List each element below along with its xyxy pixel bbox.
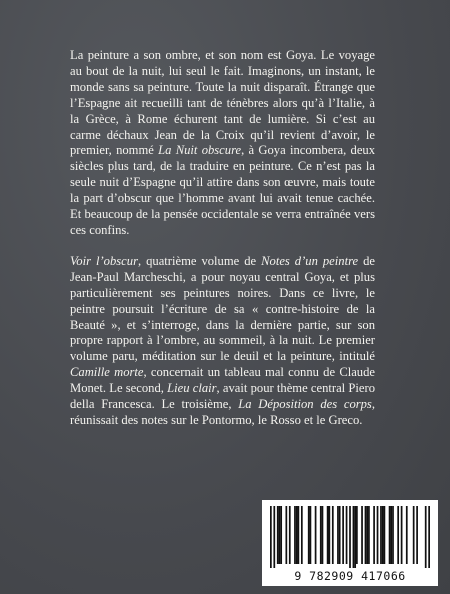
paragraph-book-description	[70, 254, 375, 429]
barcode-bar	[346, 506, 348, 564]
barcode-bar	[356, 506, 358, 564]
italic-title-run: Notes d’un peintre	[261, 253, 359, 268]
barcode-bar	[280, 506, 282, 564]
barcode-bar	[279, 506, 281, 564]
italic-title-run: La Déposition des corps	[238, 397, 372, 412]
barcode-bar	[373, 506, 375, 564]
barcode-bar	[366, 506, 368, 564]
text-run: La peinture a son ombre, et son nom est Goya. Le voyage au bout de la nuit, lui seul le fait. Imaginons, un instant, le monde sans sa peinture. Toute la nuit disparaît. Étrange que l’Espagne ait recueilli tant de ténèbres alors qu’à l’Italie, à la Grèce, à Rome échurent tant de lumière. Si c’est au carme déchaux Jean de la Croix qu’il revient d’avoir, le premier, nommé	[70, 48, 375, 158]
barcode-bar	[353, 506, 355, 568]
barcode-bar	[270, 506, 272, 568]
back-cover-text	[70, 48, 375, 429]
barcode-bar	[332, 506, 334, 564]
barcode-bar	[322, 506, 324, 564]
barcode-bar	[277, 506, 279, 564]
barcode-bar	[339, 506, 341, 564]
italic-title-run: Voir l’obscur	[70, 253, 138, 268]
barcode-bar	[365, 506, 367, 564]
barcode-bar	[425, 506, 427, 568]
text-run: de Jean-Paul Marcheschi, a pour noyau central Goya, et plus particulièrement ses peintures noires. Dans ce livre, le peintre poursuit l’écriture de sa « contre-histoire de la Beauté », et s’interroge, dans la dernière partie, sur son propre rapport à l’ombre, au sommeil, à la nuit. Le premier volume paru, méditation sur le deuil et la peinture, intitulé	[70, 253, 375, 364]
italic-title-run: La Nuit obscure	[158, 143, 242, 158]
barcode-bar	[368, 506, 370, 564]
barcode-bar	[397, 506, 399, 564]
barcode-bar	[389, 506, 391, 564]
barcode-bar	[289, 506, 291, 564]
barcode-bar	[349, 506, 351, 568]
barcode-bar	[392, 506, 394, 564]
barcode-bar	[327, 506, 329, 564]
barcode-bar	[315, 506, 317, 564]
barcode-bar	[354, 506, 356, 568]
isbn-barcode	[262, 500, 438, 586]
barcode-bar	[406, 506, 408, 564]
barcode-bar	[382, 506, 384, 564]
barcode-bar	[413, 506, 415, 564]
italic-title-run: Camille morte	[70, 365, 144, 380]
barcode-bar	[337, 506, 339, 564]
barcode-bar	[320, 506, 322, 564]
barcode-bar	[361, 506, 363, 564]
text-run: , concernait un tableau mal connu de Claude Monet. Le second,	[70, 365, 375, 396]
barcode-bar	[328, 506, 330, 564]
text-run: , avait pour thème central Piero della Francesca. Le troisième,	[70, 381, 375, 412]
barcode-bars	[270, 506, 430, 568]
barcode-bar	[298, 506, 300, 564]
text-run: , à Goya incombera, deux siècles plus tard, de la traduire en peinture. Ce n’est pas la seule nuit d’Espagne qu’il attire dans son œuvre, mais toute la part d’obscur que l’homme avant lui avait tenue cachée. Et beaucoup de la pensée occidentale se verra entraînée vers ces confins.	[70, 143, 376, 237]
paragraph-goya-intro	[70, 48, 375, 239]
barcode-bar	[308, 506, 310, 564]
barcode-bar	[310, 506, 312, 564]
barcode-bar	[301, 506, 303, 564]
barcode-bar	[342, 506, 344, 564]
barcode-bar	[390, 506, 392, 564]
italic-title-run: Lieu clair	[167, 381, 217, 396]
barcode-bar	[416, 506, 418, 564]
barcode-bar	[294, 506, 296, 564]
barcode-bar	[377, 506, 379, 564]
isbn-number: 9 782909 417066	[294, 569, 406, 583]
barcode-bar	[296, 506, 298, 564]
barcode-bar	[401, 506, 403, 564]
barcode-bar	[380, 506, 382, 564]
text-run: , réunissait des notes sur le Pontormo, le Rosso et le Greco.	[70, 397, 375, 427]
barcode-bar	[384, 506, 386, 564]
text-run: , quatrième volume de	[137, 253, 262, 268]
barcode-bar	[428, 506, 430, 568]
barcode-bar	[285, 506, 287, 564]
barcode-bar	[273, 506, 275, 568]
